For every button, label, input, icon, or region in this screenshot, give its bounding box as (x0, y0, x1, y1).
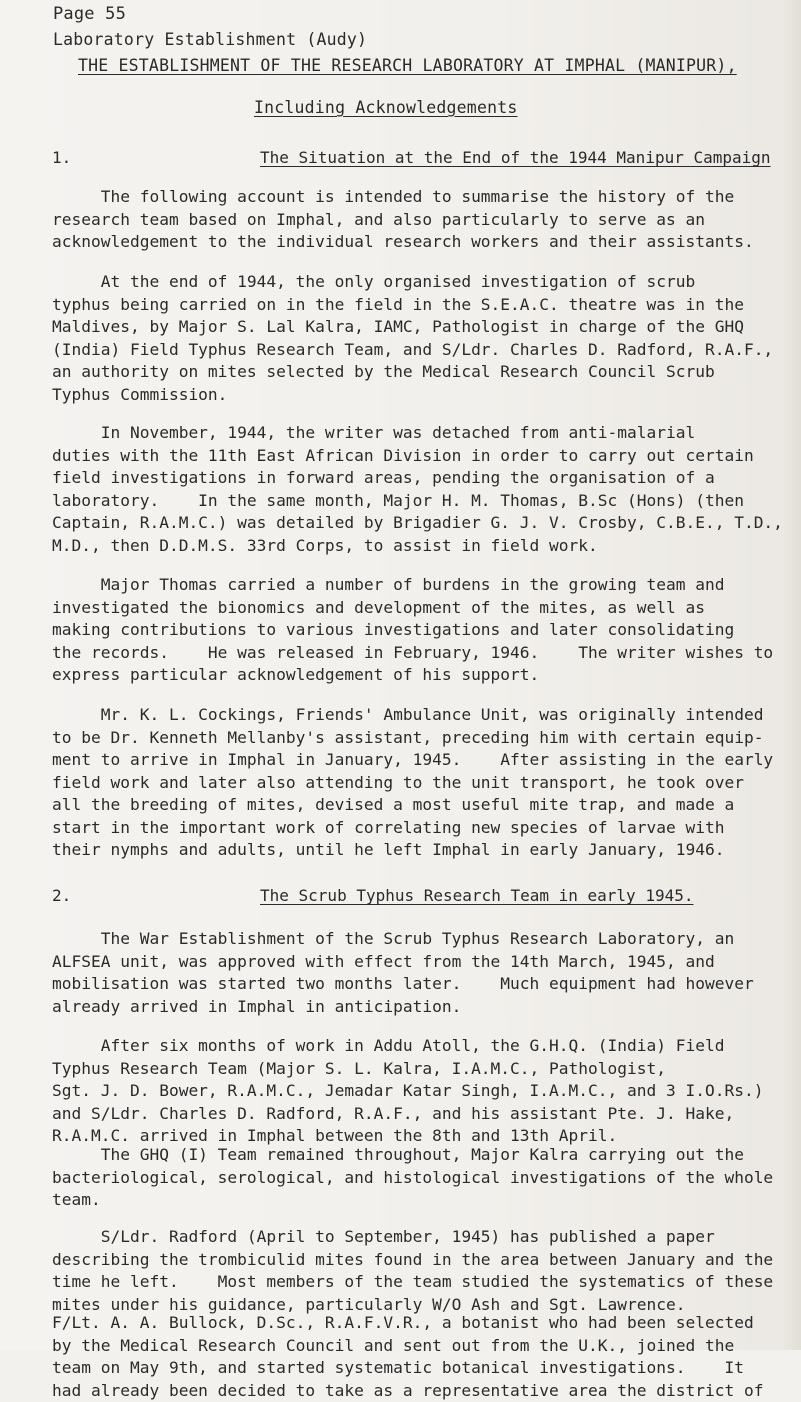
paragraph-radford (52, 1226, 792, 1316)
document-title: THE ESTABLISHMENT OF THE RESEARCH LABORATORY AT IMPHAL (MANIPUR), (78, 56, 737, 75)
text-line: to be Dr. Kenneth Mellanby's assistant, preceding him with certain equip- (52, 727, 792, 750)
section-number: 2. (52, 886, 71, 905)
paragraph-cockings (52, 704, 792, 862)
text-line: acknowledgement to the individual research workers and their assistants. (52, 231, 792, 254)
text-line: describing the trombiculid mites found in the area between January and the (52, 1249, 792, 1272)
text-line: time he left. Most members of the team studied the systematics of these (52, 1271, 792, 1294)
paragraph-november-1944 (52, 422, 792, 557)
text-line: investigated the bionomics and development of the mites, as well as (52, 597, 792, 620)
paragraph-bullock (52, 1312, 792, 1402)
text-line: already arrived in Imphal in anticipation. (52, 996, 792, 1019)
text-line: The War Establishment of the Scrub Typhus Research Laboratory, an (52, 928, 792, 951)
text-line: and S/Ldr. Charles D. Radford, R.A.F., and his assistant Pte. J. Hake, (52, 1103, 792, 1126)
text-line: field investigations in forward areas, pending the organisation of a (52, 467, 792, 490)
document-subtitle: Including Acknowledgements (254, 98, 517, 117)
text-line: M.D., then D.D.M.S. 33rd Corps, to assist in field work. (52, 535, 792, 558)
paragraph-end-1944 (52, 271, 792, 406)
text-line: had already been decided to take as a representative area the district of (52, 1380, 792, 1402)
text-line: (India) Field Typhus Research Team, and S/Ldr. Charles D. Radford, R.A.F., (52, 339, 792, 362)
page-number: Page 55 (53, 4, 126, 24)
text-line: Major Thomas carried a number of burdens in the growing team and (52, 574, 792, 597)
text-line: bacteriological, serological, and histological investigations of the whole (52, 1167, 792, 1190)
document-heading: Laboratory Establishment (Audy) (53, 30, 367, 49)
paragraph-addu-atoll (52, 1035, 792, 1148)
text-line: Mr. K. L. Cockings, Friends' Ambulance Unit, was originally intended (52, 704, 792, 727)
paragraph-intro (52, 186, 792, 254)
text-line: team. (52, 1189, 792, 1212)
text-line: S/Ldr. Radford (April to September, 1945) has published a paper (52, 1226, 792, 1249)
text-line: R.A.M.C. arrived in Imphal between the 8th and 13th April. (52, 1125, 792, 1148)
text-line: duties with the 11th East African Division in order to carry out certain (52, 445, 792, 468)
section-number: 1. (52, 148, 71, 167)
text-line: The following account is intended to summarise the history of the (52, 186, 792, 209)
paragraph-ghq-team (52, 1144, 792, 1212)
text-line: mites under his guidance, particularly W/O Ash and Sgt. Lawrence. (52, 1294, 792, 1317)
text-line: research team based on Imphal, and also particularly to serve as an (52, 209, 792, 232)
section-title: The Scrub Typhus Research Team in early 1945. (260, 886, 693, 905)
text-line: ALFSEA unit, was approved with effect from the 14th March, 1945, and (52, 951, 792, 974)
text-line: Typhus Research Team (Major S. L. Kalra, I.A.M.C., Pathologist, (52, 1058, 792, 1081)
text-line: an authority on mites selected by the Medical Research Council Scrub (52, 361, 792, 384)
paragraph-major-thomas (52, 574, 792, 687)
text-line: start in the important work of correlating new species of larvae with (52, 817, 792, 840)
text-line: The GHQ (I) Team remained throughout, Major Kalra carrying out the (52, 1144, 792, 1167)
text-line: Captain, R.A.M.C.) was detailed by Brigadier G. J. V. Crosby, C.B.E., T.D., (52, 512, 792, 535)
text-line: typhus being carried on in the field in the S.E.A.C. theatre was in the (52, 294, 792, 317)
text-line: their nymphs and adults, until he left Imphal in early January, 1946. (52, 839, 792, 862)
text-line: making contributions to various investigations and later consolidating (52, 619, 792, 642)
text-line: In November, 1944, the writer was detached from anti-malarial (52, 422, 792, 445)
text-line: After six months of work in Addu Atoll, the G.H.Q. (India) Field (52, 1035, 792, 1058)
text-line: Typhus Commission. (52, 384, 792, 407)
text-line: Sgt. J. D. Bower, R.A.M.C., Jemadar Katar Singh, I.A.M.C., and 3 I.O.Rs.) (52, 1080, 792, 1103)
paragraph-war-establishment (52, 928, 792, 1018)
text-line: by the Medical Research Council and sent out from the U.K., joined the (52, 1335, 792, 1358)
text-line: mobilisation was started two months later. Much equipment had however (52, 973, 792, 996)
section-title: The Situation at the End of the 1944 Manipur Campaign (260, 148, 771, 167)
text-line: Maldives, by Major S. Lal Kalra, IAMC, Pathologist in charge of the GHQ (52, 316, 792, 339)
text-line: express particular acknowledgement of his support. (52, 664, 792, 687)
text-line: At the end of 1944, the only organised investigation of scrub (52, 271, 792, 294)
text-line: laboratory. In the same month, Major H. M. Thomas, B.Sc (Hons) (then (52, 490, 792, 513)
text-line: the records. He was released in February, 1946. The writer wishes to (52, 642, 792, 665)
text-line: F/Lt. A. A. Bullock, D.Sc., R.A.F.V.R., a botanist who had been selected (52, 1312, 792, 1335)
text-line: team on May 9th, and started systematic botanical investigations. It (52, 1357, 792, 1380)
text-line: all the breeding of mites, devised a most useful mite trap, and made a (52, 794, 792, 817)
text-line: field work and later also attending to the unit transport, he took over (52, 772, 792, 795)
text-line: ment to arrive in Imphal in January, 1945. After assisting in the early (52, 749, 792, 772)
